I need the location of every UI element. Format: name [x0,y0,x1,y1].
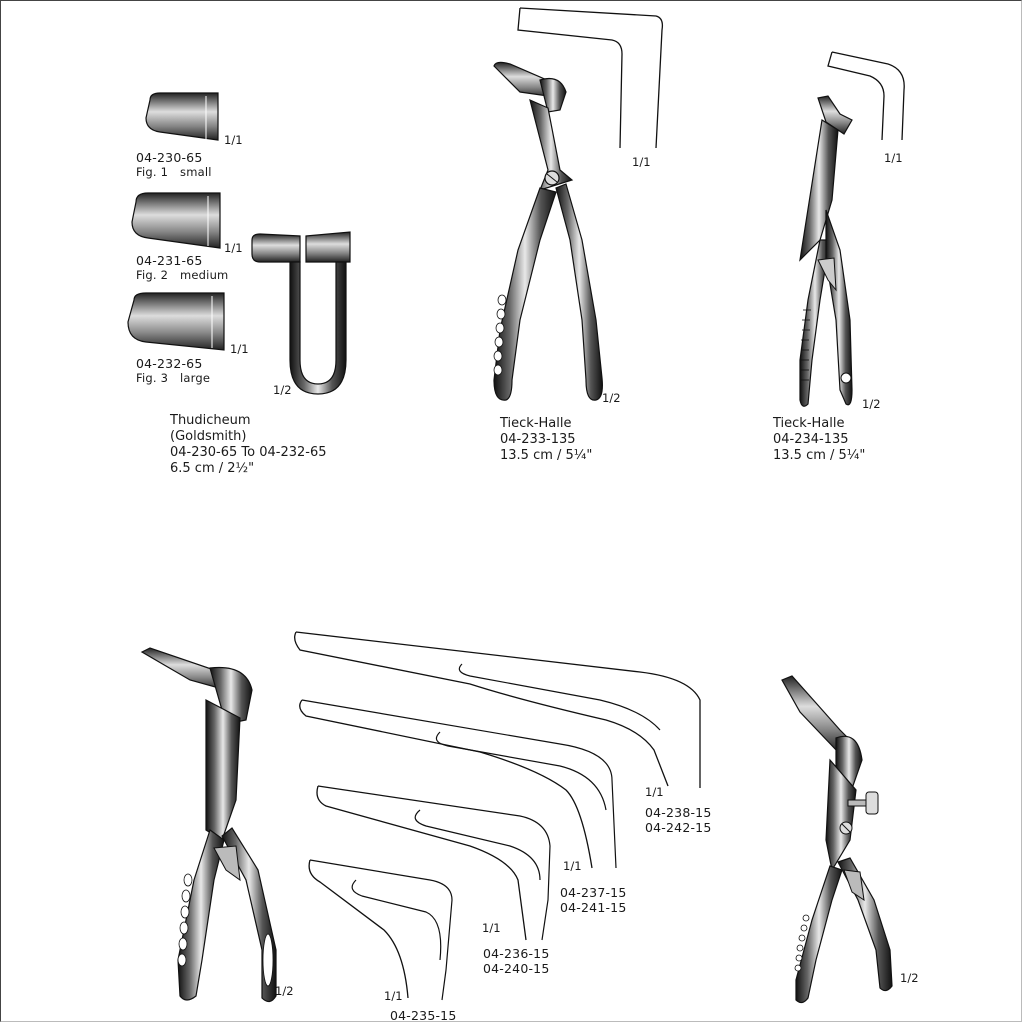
blade-238-scale: 1/1 [645,785,664,799]
tieck-halle-1-blade-scale: 1/1 [632,155,651,169]
speculum-bottom-right-illustration [782,676,892,1003]
thudicheum-fig3-figure: Fig. 3 [136,371,169,385]
tieck-halle-1-item-scale: 1/2 [602,391,621,405]
blade-236-scale: 1/1 [482,921,501,935]
speculum-bottom-left-illustration [142,648,276,1002]
thudicheum-fig2-scale: 1/1 [224,241,243,255]
thudicheum-fig3-scale: 1/1 [230,342,249,356]
tieck-halle-1-length: 13.5 cm / 5¼" [500,448,593,463]
thudicheum-fig1-figure: Fig. 1 [136,165,169,179]
bottom-left-item-scale: 1/2 [275,984,294,998]
blade-238-code-2: 04-242-15 [645,820,712,835]
blade-outline-235 [309,860,452,1000]
tieck-halle-2-length: 13.5 cm / 5¼" [773,448,866,463]
tieck-halle-1-name: Tieck-Halle [500,416,572,431]
tieck-halle-2-blade-scale: 1/1 [884,151,903,165]
thudicheum-fig3-code: 04-232-65 [136,356,203,371]
thudicheum-fig1-code: 04-230-65 [136,150,203,165]
tieck-halle-2-item-scale: 1/2 [862,397,881,411]
thudicheum-fig2-code: 04-231-65 [136,253,203,268]
thudicheum-fig2-size: medium [180,268,229,282]
blade-235-code-1: 04-235-15 [390,1008,457,1023]
blade-237-scale: 1/1 [563,859,582,873]
bottom-right-item-scale: 1/2 [900,971,919,985]
thudicheum-item-scale: 1/2 [273,383,292,397]
thudicheum-fig1-scale: 1/1 [224,133,243,147]
tieck-halle-2-name: Tieck-Halle [773,416,845,431]
thudicheum-blade-large-illustration [128,293,224,350]
thudicheum-speculum-illustration [252,232,350,394]
blade-237-code-2: 04-241-15 [560,900,627,915]
tieck-halle-2-illustration [800,96,852,406]
blade-235-scale: 1/1 [384,989,403,1003]
thudicheum-blade-medium-illustration [132,193,220,248]
thudicheum-fig2-figure: Fig. 2 [136,268,169,282]
thudicheum-blade-small-illustration [146,93,218,140]
thudicheum-subname: (Goldsmith) [170,429,247,444]
thudicheum-name: Thudicheum [170,413,251,428]
thudicheum-length: 6.5 cm / 2½" [170,461,255,476]
tieck-halle-2-code: 04-234-135 [773,432,849,447]
tieck-halle-1-code: 04-233-135 [500,432,576,447]
blade-237-code-1: 04-237-15 [560,885,627,900]
thudicheum-fig3-size: large [180,371,211,385]
blade-236-code-1: 04-236-15 [483,946,550,961]
thudicheum-fig1-size: small [180,165,212,179]
blade-238-code-1: 04-238-15 [645,805,712,820]
blade-236-code-2: 04-240-15 [483,961,550,976]
thudicheum-range: 04-230-65 To 04-232-65 [170,445,327,460]
tieck-halle-1-illustration [494,62,602,400]
blade-outline-238 [295,632,700,788]
